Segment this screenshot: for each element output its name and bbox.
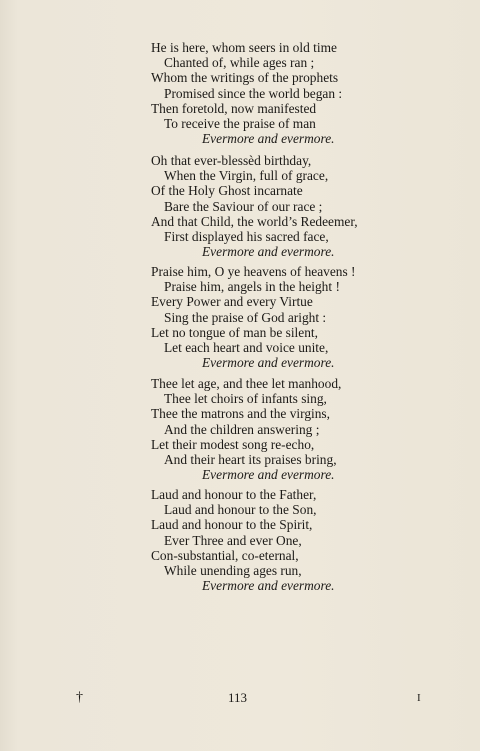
verse-line: Then foretold, now manifested (151, 100, 317, 116)
verse-line: Chanted of, while ages ran ; (164, 55, 315, 71)
dagger-mark: † (76, 690, 83, 705)
verse-line: Laud and honour to the Spirit, (151, 517, 313, 533)
verse-line: Every Power and every Virtue (151, 294, 313, 310)
stanza-5 (151, 487, 471, 593)
verse-line: To receive the praise of man (164, 116, 316, 132)
stanza-4 (151, 376, 471, 482)
verse-line: Let their modest song re-echo, (151, 436, 315, 452)
refrain-line: Evermore and evermore. (202, 578, 335, 594)
verse-line: Whom the writings of the prophets (151, 70, 339, 86)
verse-line: Ever Three and ever One, (164, 532, 302, 548)
verse-line: Laud and honour to the Son, (164, 502, 317, 518)
verse-line: Let each heart and voice unite, (164, 340, 329, 356)
stanza-1 (151, 40, 471, 146)
refrain-line: Evermore and evermore. (202, 131, 335, 147)
verse-line: While unending ages run, (164, 563, 302, 579)
stanza-3 (151, 264, 471, 370)
verse-line: And their heart its praises bring, (164, 452, 337, 468)
verse-line: When the Virgin, full of grace, (164, 168, 329, 184)
verse-line: Sing the praise of God aright : (164, 309, 327, 325)
verse-line: Promised since the world began : (164, 85, 343, 101)
verse-line: He is here, whom seers in old time (151, 40, 337, 55)
signature-mark: I (417, 692, 421, 704)
verse-line: Laud and honour to the Father, (151, 487, 317, 502)
verse-line: Thee let age, and thee let manhood, (151, 376, 342, 391)
page-number: 113 (228, 690, 248, 705)
verse-line: Oh that ever-blessèd birthday, (151, 153, 312, 168)
verse-line: Let no tongue of man be silent, (151, 324, 318, 340)
verse-line: Thee the matrons and the virgins, (151, 406, 330, 422)
stanza-2 (151, 153, 471, 259)
refrain-line: Evermore and evermore. (202, 355, 335, 371)
verse-line: And that Child, the world’s Redeemer, (151, 213, 358, 229)
verse-line: And the children answering ; (164, 421, 320, 437)
verse-line: Con-substantial, co-eternal, (151, 547, 299, 563)
verse-line: Bare the Saviour of our race ; (164, 198, 323, 214)
refrain-line: Evermore and evermore. (202, 244, 335, 260)
verse-line: Thee let choirs of infants sing, (164, 391, 327, 407)
refrain-line: Evermore and evermore. (202, 467, 335, 483)
verse-line: First displayed his sacred face, (164, 229, 329, 245)
verse-line: Praise him, angels in the height ! (164, 279, 340, 295)
verse-line: Of the Holy Ghost incarnate (151, 183, 303, 199)
verse-line: Praise him, O ye heavens of heavens ! (151, 264, 356, 279)
